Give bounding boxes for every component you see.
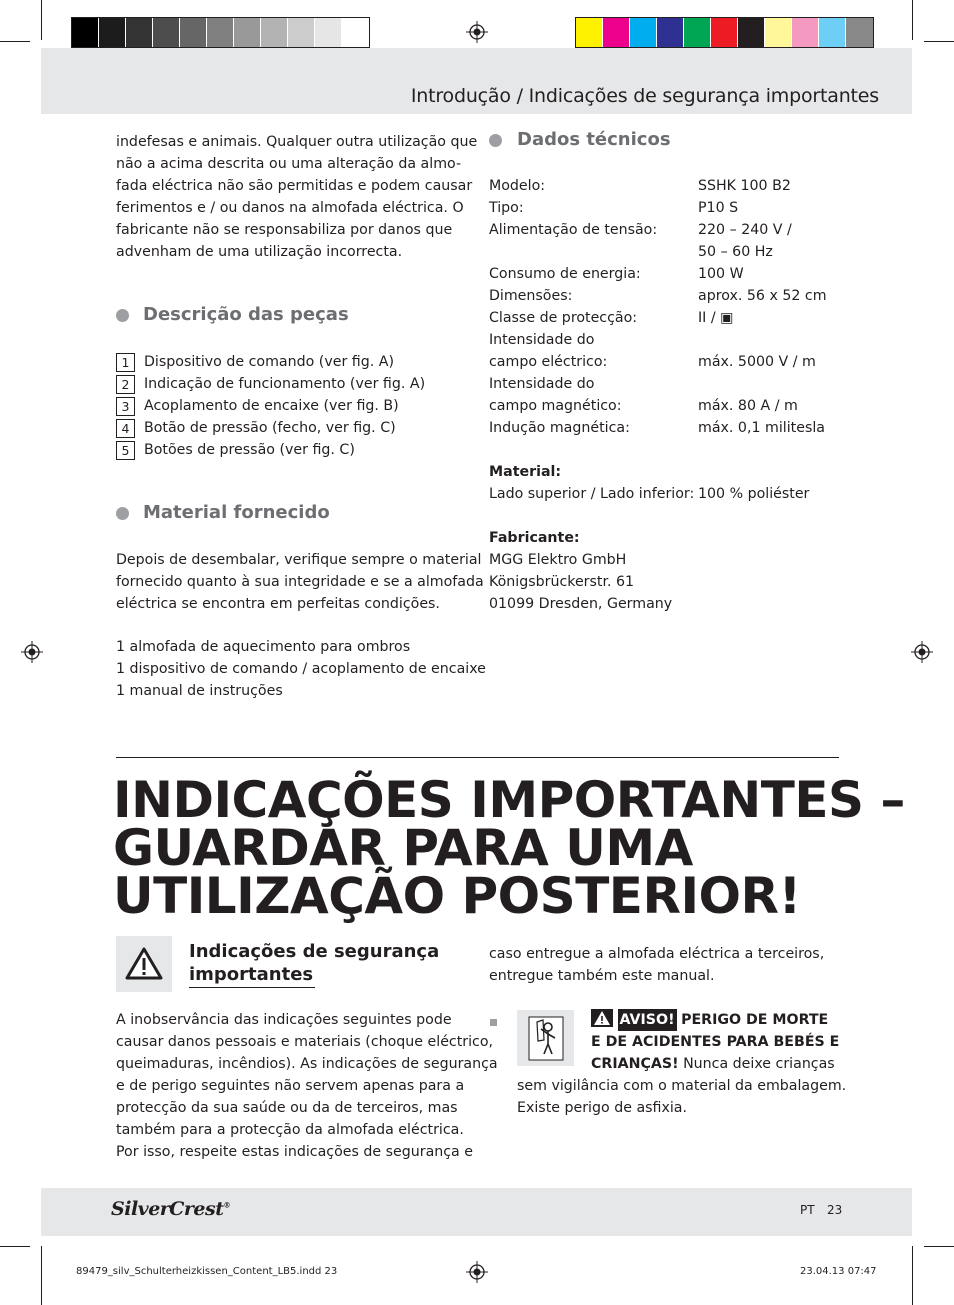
crop-mark <box>41 1246 42 1305</box>
tech-value: aprox. 56 x 52 cm <box>698 288 827 304</box>
warning-block <box>591 1009 839 1075</box>
tech-label: Tipo: <box>489 200 524 216</box>
warning-bold: CRIANÇAS! <box>591 1056 679 1072</box>
heading-line: UTILIZAÇÃO POSTERIOR! <box>113 867 801 925</box>
list-item: 1 almofada de aquecimento para ombros <box>116 639 411 655</box>
file-slug: 89479_silv_Schulterheizkissen_Content_LB5.indd 23 <box>76 1266 338 1277</box>
text-line: eléctrica se encontra em perfeitas condições. <box>116 596 440 612</box>
horizontal-rule <box>116 757 839 758</box>
text-line: A inobservância das indicações seguintes pode <box>116 1012 452 1028</box>
tech-value: máx. 80 A / m <box>698 398 798 414</box>
section-bullet-icon <box>116 309 129 322</box>
color-swatch <box>207 18 234 47</box>
text-line: causar danos pessoais e materiais (choque eléctrico, <box>116 1034 494 1050</box>
table-row <box>489 395 858 417</box>
safety-paragraph <box>116 1009 498 1163</box>
table-row <box>489 219 858 241</box>
warning-text: Existe perigo de asfixia. <box>517 1100 688 1116</box>
color-swatch <box>711 18 738 47</box>
text-line: fada eléctrica não são permitidas e podem causar <box>116 178 473 194</box>
list-item <box>116 439 425 461</box>
crop-mark <box>0 1246 30 1247</box>
text-line: protecção da sua saúde ou da de terceiros, mas <box>116 1100 458 1116</box>
warning-text: sem vigilância com o material da embalagem. <box>517 1078 847 1094</box>
bullet-square-icon <box>490 1019 497 1026</box>
part-label: Dispositivo de comando (ver fig. A) <box>144 354 394 370</box>
registration-mark-icon <box>466 21 488 43</box>
color-swatch <box>792 18 819 47</box>
text-line: caso entregue a almofada eléctrica a terceiros, <box>489 946 825 962</box>
text-line: e de perigo seguintes não servem apenas para a <box>116 1078 465 1094</box>
table-row <box>489 505 858 527</box>
text-line: não a acima descrita ou uma alteração da almo- <box>116 156 462 172</box>
tech-label: campo magnético: <box>489 398 622 414</box>
color-swatch <box>153 18 180 47</box>
main-heading <box>113 771 905 925</box>
title-line: importantes <box>189 964 314 985</box>
logo-text: SilverCrest <box>111 1198 224 1220</box>
color-swatch <box>738 18 765 47</box>
manufacturer-line: 01099 Dresden, Germany <box>489 596 673 612</box>
tech-label: Lado superior / Lado inferior: <box>489 486 695 502</box>
supplied-section-title: Material fornecido <box>143 502 330 523</box>
crop-mark <box>924 1246 954 1247</box>
text-line: queimaduras, incêndios). As indicações de segurança <box>116 1056 498 1072</box>
part-number-box: 1 <box>116 353 135 372</box>
safety-title <box>189 940 439 986</box>
tech-value: 100 W <box>698 266 744 282</box>
tech-label: Dimensões: <box>489 288 573 304</box>
safety-continuation <box>489 943 824 987</box>
color-swatch <box>126 18 153 47</box>
warning-triangle-icon <box>591 1009 613 1027</box>
tech-label: Modelo: <box>489 178 546 194</box>
registration-mark-icon <box>21 641 43 663</box>
brand-logo <box>111 1198 230 1220</box>
table-row <box>489 175 858 197</box>
table-row <box>489 483 858 505</box>
text-line: fornecido quanto à sua integridade e se a almofada <box>116 574 484 590</box>
color-swatch <box>315 18 342 47</box>
text-line: Por isso, respeite estas indicações de segurança e <box>116 1144 473 1160</box>
color-swatch <box>576 18 603 47</box>
table-row <box>489 439 858 461</box>
part-label: Acoplamento de encaixe (ver fig. B) <box>144 398 399 414</box>
table-row <box>489 241 858 263</box>
list-item <box>116 395 425 417</box>
tech-value: SSHK 100 B2 <box>698 178 791 194</box>
tech-label: Classe de protecção: <box>489 310 638 326</box>
title-line: Indicações de segurança <box>189 941 440 962</box>
color-swatch <box>99 18 126 47</box>
color-swatch <box>630 18 657 47</box>
child-with-bag-icon <box>517 1010 574 1066</box>
part-number-box: 4 <box>116 419 135 438</box>
color-swatch <box>765 18 792 47</box>
color-swatch <box>657 18 684 47</box>
crop-mark <box>924 41 954 42</box>
part-number-box: 3 <box>116 397 135 416</box>
tech-value: 220 – 240 V / <box>698 222 792 238</box>
language-code: PT <box>800 1203 815 1217</box>
list-item <box>116 351 425 373</box>
parts-list <box>116 351 425 461</box>
table-row <box>489 307 858 329</box>
color-swatch <box>180 18 207 47</box>
color-swatch <box>603 18 630 47</box>
tech-label: campo eléctrico: <box>489 354 608 370</box>
tech-value: 50 – 60 Hz <box>698 244 773 260</box>
warning-line <box>591 1053 839 1075</box>
text-line: entregue também este manual. <box>489 968 715 984</box>
table-row <box>489 197 858 219</box>
page-number: 23 <box>827 1203 843 1217</box>
tech-section-title: Dados técnicos <box>517 129 671 150</box>
tech-value <box>698 329 858 351</box>
part-label: Botão de pressão (fecho, ver fig. C) <box>144 420 396 436</box>
table-row <box>489 351 858 373</box>
tech-value: 100 % poliéster <box>698 486 810 502</box>
color-swatch <box>846 18 873 47</box>
text-line: Depois de desembalar, verifique sempre o material <box>116 552 482 568</box>
manufacturer-line: Königsbrückerstr. 61 <box>489 574 635 590</box>
color-swatch <box>342 18 369 47</box>
color-swatch <box>72 18 99 47</box>
table-row <box>489 417 858 439</box>
parts-section-title: Descrição das peças <box>143 304 349 325</box>
tech-value <box>698 373 858 395</box>
manufacturer-line: MGG Elektro GmbH <box>489 552 627 568</box>
text-line: advenham de uma utilização incorrecta. <box>116 244 403 260</box>
tech-value: máx. 0,1 militesla <box>698 420 825 436</box>
tech-data-table <box>489 175 858 615</box>
list-item: 1 dispositivo de comando / acoplamento de encaixe <box>116 661 486 677</box>
color-swatch <box>261 18 288 47</box>
warning-line <box>591 1009 839 1031</box>
list-item <box>116 417 425 439</box>
grayscale-color-bar <box>71 17 370 48</box>
color-swatch <box>684 18 711 47</box>
warning-triangle-icon <box>116 936 172 992</box>
warning-bold: PERIGO DE MORTE <box>681 1012 829 1028</box>
tech-value: P10 S <box>698 200 739 216</box>
crop-mark <box>0 41 30 42</box>
part-number-box: 5 <box>116 441 135 460</box>
warning-text: Nunca deixe crianças <box>678 1056 835 1072</box>
color-swatch <box>234 18 261 47</box>
crop-mark <box>41 0 42 40</box>
page-header-title: Introdução / Indicações de segurança importantes <box>410 85 879 107</box>
part-label: Botões de pressão (ver fig. C) <box>144 442 355 458</box>
tech-label: Alimentação de tensão: <box>489 222 658 238</box>
tech-label: Intensidade do <box>489 376 595 392</box>
warning-icon-box <box>116 936 172 992</box>
child-warning-icon-box <box>517 1010 574 1066</box>
supplied-paragraph <box>116 549 484 615</box>
registered-mark: ® <box>223 1200 230 1210</box>
section-bullet-icon <box>116 507 129 520</box>
tech-label <box>489 241 698 263</box>
table-row <box>489 263 858 285</box>
process-color-bar <box>575 17 874 48</box>
crop-mark <box>912 0 913 40</box>
part-label: Indicação de funcionamento (ver fig. A) <box>144 376 426 392</box>
date-slug: 23.04.13 07:47 <box>800 1266 877 1277</box>
part-number-box: 2 <box>116 375 135 394</box>
warning-block-cont <box>517 1075 846 1119</box>
manufacturer-label: Fabricante: <box>489 530 580 546</box>
aviso-badge: AVISO! <box>618 1009 677 1031</box>
tech-label: Intensidade do <box>489 332 595 348</box>
crop-mark <box>912 1246 913 1305</box>
table-row <box>489 285 858 307</box>
tech-value: máx. 5000 V / m <box>698 354 816 370</box>
text-line: também para a protecção da almofada eléctrica. <box>116 1122 464 1138</box>
material-label: Material: <box>489 464 562 480</box>
text-line: fabricante não se responsabiliza por danos que <box>116 222 453 238</box>
heading-line: GUARDAR PARA UMA <box>113 819 693 877</box>
list-item: 1 manual de instruções <box>116 683 283 699</box>
tech-label: Indução magnética: <box>489 420 630 436</box>
list-item <box>116 373 425 395</box>
color-swatch <box>288 18 315 47</box>
supplied-items <box>116 636 486 702</box>
tech-label: Consumo de energia: <box>489 266 641 282</box>
warning-bold: E DE ACIDENTES PARA BEBÉS E <box>591 1034 840 1050</box>
table-row <box>489 329 858 351</box>
registration-mark-icon <box>466 1261 488 1283</box>
table-row <box>489 373 858 395</box>
intro-paragraph <box>116 131 477 263</box>
heading-line: INDICAÇÕES IMPORTANTES – <box>113 771 905 829</box>
title-underline <box>189 987 315 988</box>
registration-mark-icon <box>911 641 933 663</box>
tech-value: II / ▣ <box>698 310 734 326</box>
text-line: ferimentos e / ou danos na almofada eléctrica. O <box>116 200 464 216</box>
text-line: indefesas e animais. Qualquer outra utilização que <box>116 134 478 150</box>
section-bullet-icon <box>489 134 502 147</box>
color-swatch <box>819 18 846 47</box>
